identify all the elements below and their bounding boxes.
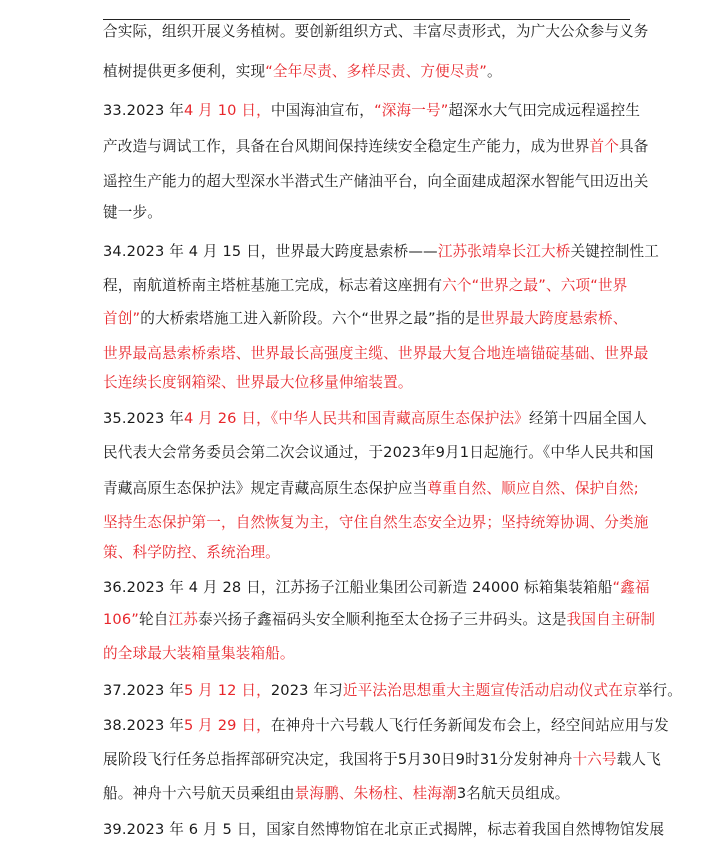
text-line <box>103 610 663 630</box>
highlighted-text: 的全球最大装箱量集装箱船。 <box>103 645 295 662</box>
body-text: 遥控生产能力的超大型深水半潜式生产储油平台，向全面建成超深水智能气田迈出关 <box>103 173 649 190</box>
highlighted-text: 长连续长度钢箱梁、世界最大位移量伸缩装置。 <box>103 374 413 391</box>
text-line <box>103 309 663 329</box>
text-line <box>103 242 663 262</box>
text-line <box>103 172 663 192</box>
top-rule <box>103 19 630 20</box>
body-text: 38.2023 年 <box>103 717 184 734</box>
text-line <box>103 443 663 463</box>
body-text: 轮自 <box>139 611 169 628</box>
highlighted-text: 江苏张靖皋长江大桥 <box>437 243 571 260</box>
text-line <box>103 681 682 701</box>
highlighted-text: 4 月 10 日， <box>183 102 271 119</box>
body-text: 经第十四届全国人 <box>528 410 647 427</box>
highlighted-text: “鑫福 <box>612 579 650 596</box>
body-text: 超深水大气田完成远程遥控生 <box>448 102 641 119</box>
text-line <box>103 62 663 82</box>
highlighted-text: 近平法治思想重大主题宣传活动启动仪式在京 <box>342 682 638 699</box>
highlighted-text: 106” <box>103 611 140 628</box>
highlighted-text: 4 月 26 日，《中华人民共和国青藏高原生态保护法》 <box>183 410 529 427</box>
highlighted-text: 十六号 <box>572 751 617 768</box>
text-line <box>103 22 663 42</box>
text-line <box>103 644 663 664</box>
highlighted-text: 景海鹏、朱杨柱、桂海潮 <box>294 785 457 802</box>
body-text: 的大桥索塔施工进入新阶段。六个“世界之最”指的是 <box>140 310 480 327</box>
text-line <box>103 750 663 770</box>
body-text: 船。神舟十六号航天员乘组由 <box>103 785 295 802</box>
text-line <box>103 344 663 364</box>
text-line <box>103 716 669 736</box>
body-text: 程，南航道桥南主塔桩基施工完成，标志着这座拥有 <box>103 277 443 294</box>
body-text: 泰兴扬子鑫福码头安全顺利拖至太仓扬子三井码头。这是 <box>198 611 567 628</box>
highlighted-text: 5 月 29 日， <box>183 717 271 734</box>
highlighted-text: “全年尽责、多样尽责、方便尽责” <box>265 63 488 80</box>
text-line <box>103 784 663 804</box>
body-text: 键一步。 <box>103 204 162 221</box>
highlighted-text: “深海一号” <box>374 102 449 119</box>
highlighted-text: 坚持生态保护第一，自然恢复为主，守住自然生态安全边界；坚持统筹协调、分类施 <box>103 514 649 531</box>
text-line <box>103 203 663 223</box>
highlighted-text: 世界最高悬索桥索塔、世界最长高强度主缆、世界最大复合地连墙锚碇基础、世界最 <box>103 345 649 362</box>
body-text: 青藏高原生态保护法》规定青藏高原生态保护应当 <box>103 480 428 497</box>
text-line <box>103 543 663 563</box>
body-text: 关键控制性工 <box>570 243 659 260</box>
body-text: 37.2023 年 <box>103 682 184 699</box>
text-line <box>103 513 663 533</box>
text-line <box>103 820 663 840</box>
highlighted-text: 江苏 <box>168 611 199 628</box>
body-text: 载人飞 <box>616 751 661 768</box>
highlighted-text: 我国自主研制 <box>566 611 656 628</box>
body-text: 合实际，组织开展义务植树。要创新组织方式、丰富尽责形式，为广大公众参与义务 <box>103 23 649 40</box>
body-text: 34.2023 年 4 月 15 日，世界最大跨度悬索桥—— <box>103 243 438 260</box>
highlighted-text: 5 月 12 日， <box>183 682 271 699</box>
body-text: 展阶段飞行任务总指挥部研究决定，我国将于5月30日9时31分发射神舟 <box>103 751 573 768</box>
text-line <box>103 101 663 121</box>
body-text: 中国海油宣布， <box>270 102 375 119</box>
highlighted-text: 策、科学防控、系统治理。 <box>103 544 280 561</box>
body-text: 在神舟十六号载人飞行任务新闻发布会上，经空间站应用与发 <box>270 717 669 734</box>
highlighted-text: 世界最大跨度悬索桥、 <box>480 310 628 327</box>
highlighted-text: 首个 <box>589 138 620 155</box>
text-line <box>103 373 663 393</box>
text-line <box>103 479 663 499</box>
highlighted-text: 六个“世界之最”、六项“世界 <box>442 277 628 294</box>
body-text: 35.2023 年 <box>103 410 184 427</box>
body-text: 36.2023 年 4 月 28 日，江苏扬子江船业集团公司新造 24000 标箱集装箱船 <box>103 579 613 596</box>
body-text: 。 <box>487 63 502 80</box>
text-line <box>103 137 663 157</box>
body-text: 2023 年习 <box>270 682 343 699</box>
body-text: 举行。 <box>637 682 682 699</box>
body-text: 33.2023 年 <box>103 102 184 119</box>
text-line <box>103 276 663 296</box>
body-text: 民代表大会常务委员会第二次会议通过，于2023年9月1日起施行。《中华人民共和国 <box>103 444 654 461</box>
body-text: 产改造与调试工作，具备在台风期间保持连续安全稳定生产能力，成为世界 <box>103 138 590 155</box>
highlighted-text: 尊重自然、顺应自然、保护自然; <box>427 480 639 497</box>
body-text: 39.2023 年 6 月 5 日，国家自然博物馆在北京正式揭牌，标志着我国自然博物馆发展 <box>103 821 665 838</box>
body-text: 植树提供更多便利，实现 <box>103 63 266 80</box>
text-line <box>103 409 663 429</box>
body-text: 具备 <box>619 138 649 155</box>
highlighted-text: 首创” <box>103 310 141 327</box>
body-text: 3名航天员组成。 <box>456 785 570 802</box>
text-line <box>103 578 663 598</box>
